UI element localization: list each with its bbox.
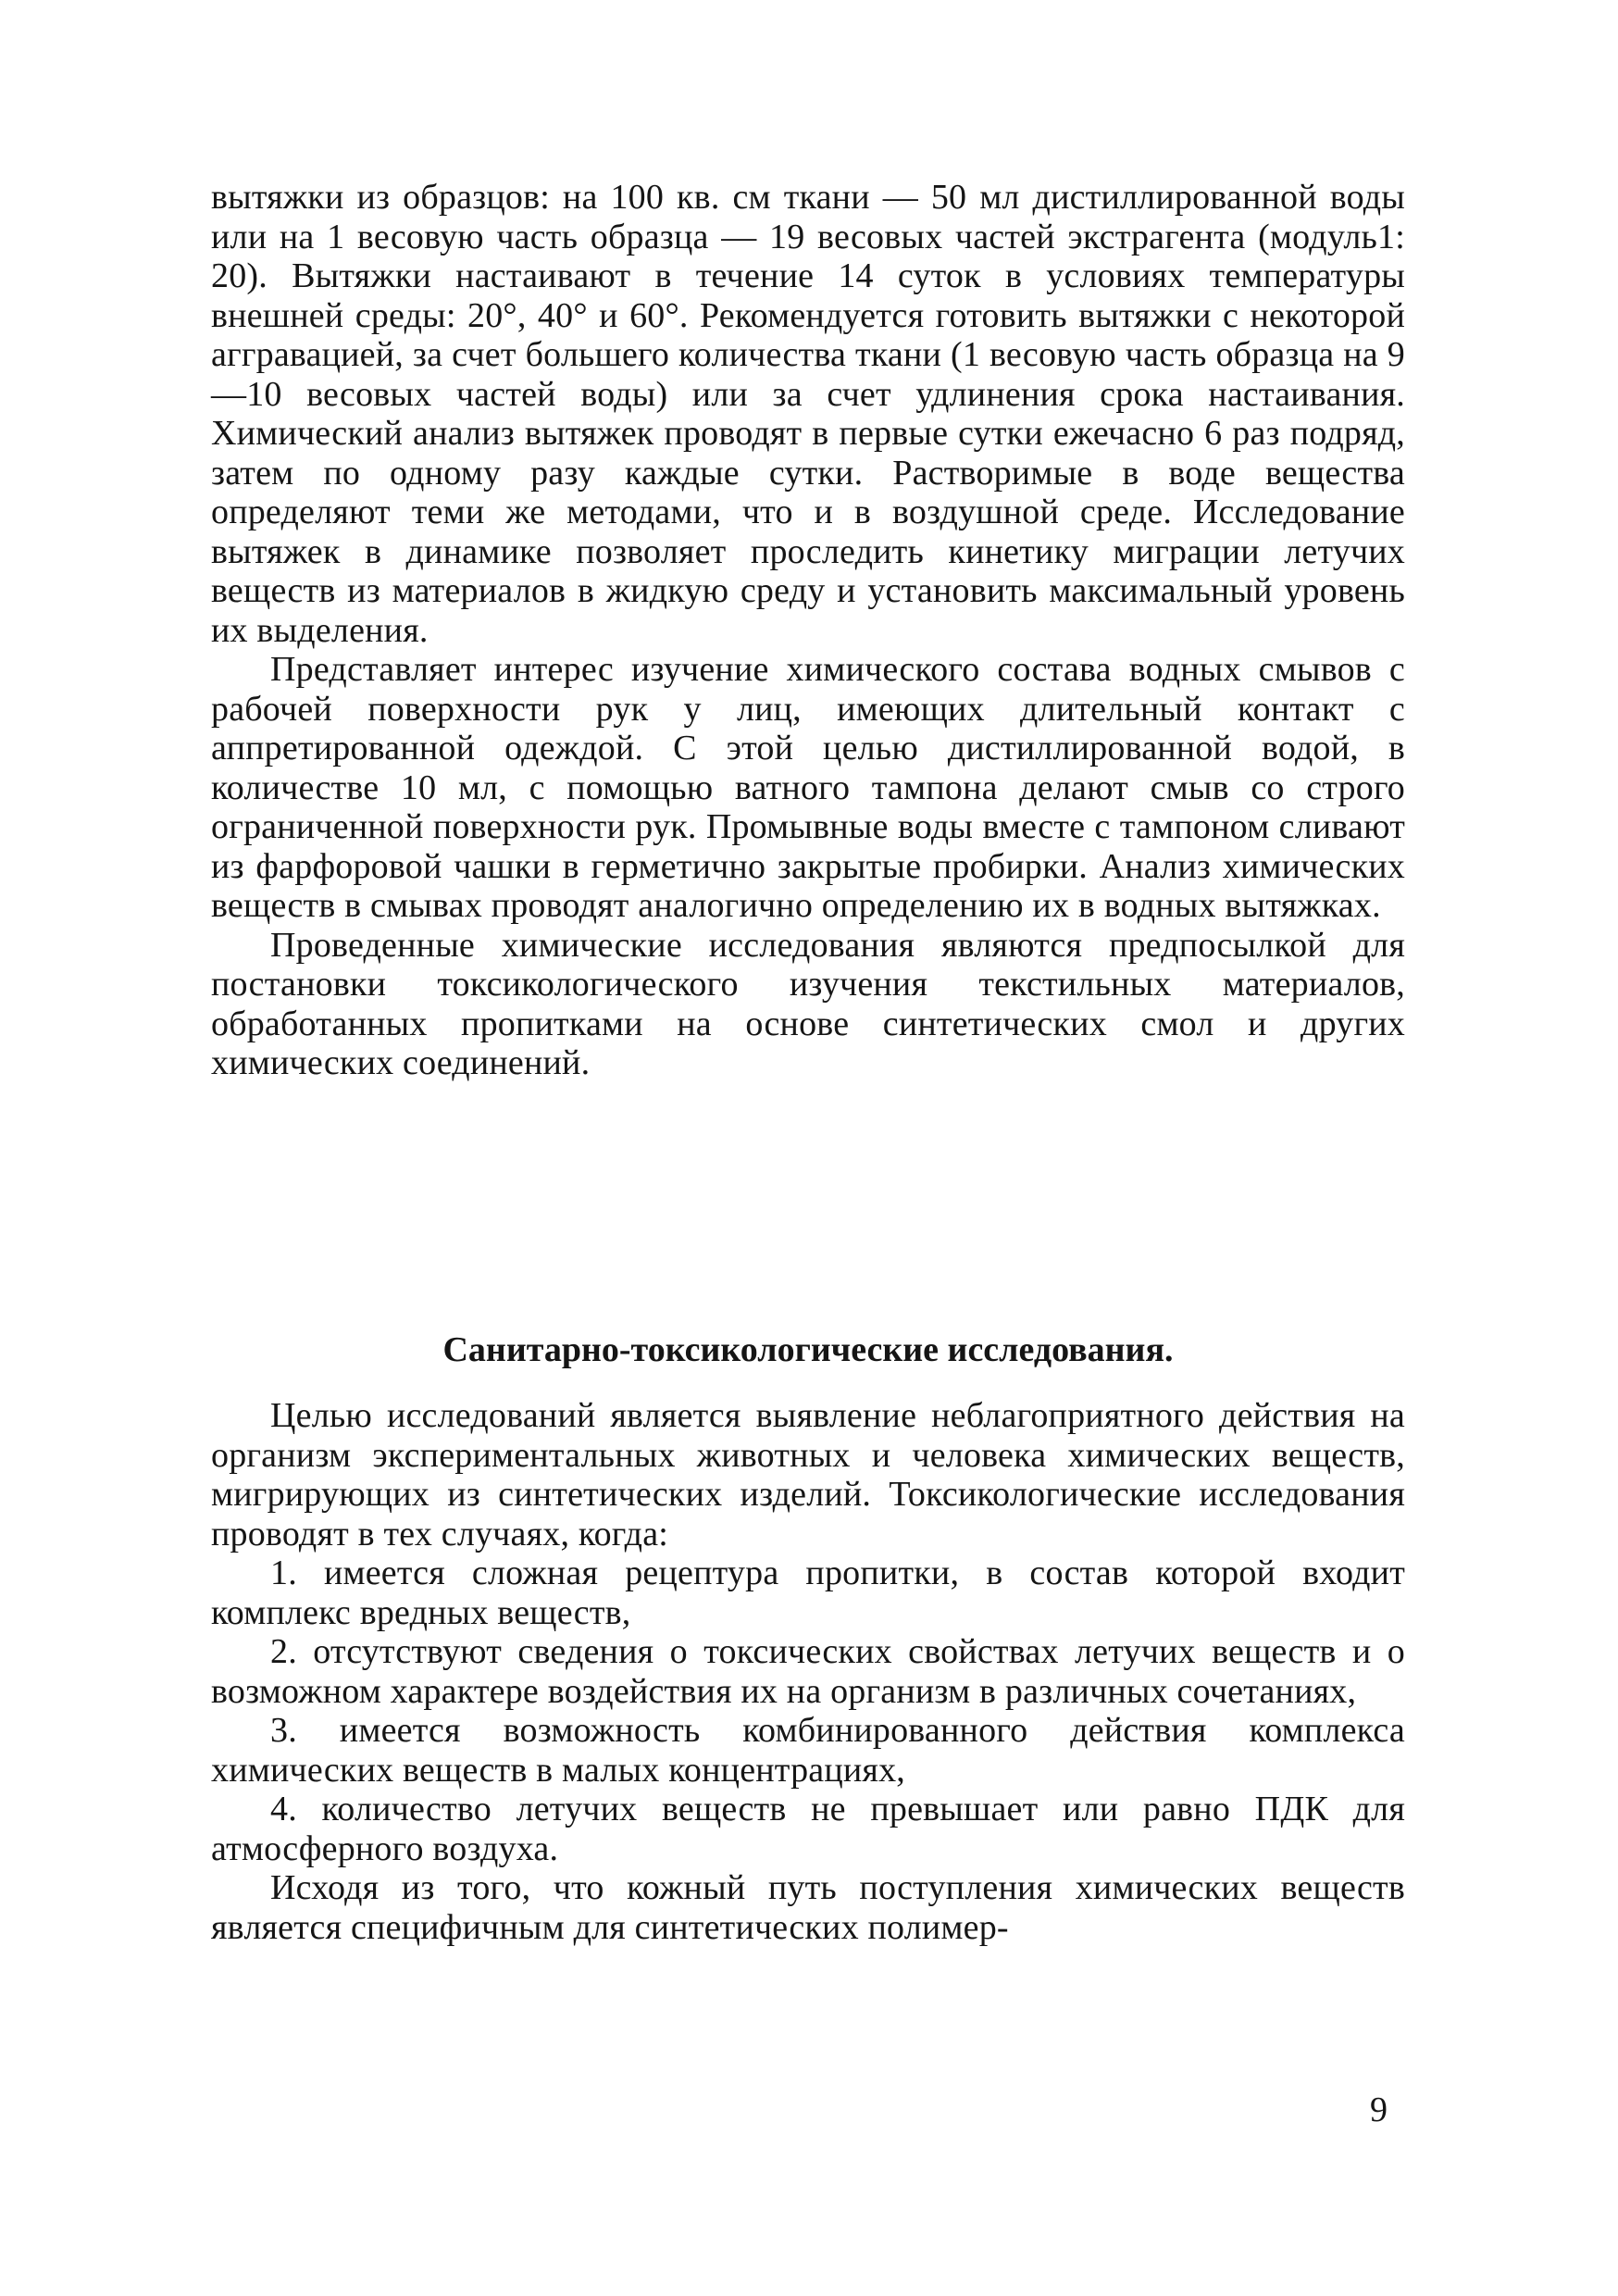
section-heading: Санитарно-токсикологические исследования. xyxy=(442,1330,1174,1369)
list-item: 3. имеется возможность комбинированного действия комплекса химических веществ в малых концентрациях, xyxy=(211,1711,1405,1790)
body-text xyxy=(211,178,1405,1083)
paragraph-chemical-studies: Проведенные химические исследования являются предпосылкой для постановки токсикологического изучения текстильных материалов, обработанных пропитками на основе синтетических смол и других химических соединений. xyxy=(211,925,1405,1082)
list-item: 4. количество летучих веществ не превышает или равно ПДК для атмосферного воздуха. xyxy=(211,1790,1405,1868)
list-item: 1. имеется сложная рецептура пропитки, в состав которой входит комплекс вредных веществ, xyxy=(211,1554,1405,1632)
paragraph-hand-washes: Представляет интерес изучение химического состава водных смывов с рабочей поверхности рук у лиц, имеющих длительный контакт с аппретированной одеждой. С этой целью дистиллированной водой, в количестве 10 мл, с помощью ватного тампона делают смыв со строго ограниченной поверхности рук. Промывные воды вместе с тампоном сливают из фарфоровой чашки в герметично закрытые пробирки. Анализ химических веществ в смывах проводят аналогично определению их в водных вытяжках. xyxy=(211,650,1405,925)
list-item: 2. отсутствуют сведения о токсических свойствах летучих веществ и о возможном характере воздействия их на организм в различных сочетаниях, xyxy=(211,1632,1405,1711)
closing-paragraph: Исходя из того, что кожный путь поступления химических веществ является специфичным для синтетических полимер- xyxy=(211,1868,1405,1947)
page-number: 9 xyxy=(1370,2090,1388,2129)
section-toxicology xyxy=(211,1396,1405,1947)
section-intro: Целью исследований является выявление неблагоприятного действия на организм экспериментальных животных и человека химических веществ, мигрирующих из синтетических изделий. Токсикологические исследования проводят в тех случаях, когда: xyxy=(211,1396,1405,1554)
paragraph-extracts: вытяжки из образцов: на 100 кв. см ткани — 50 мл дистиллированной воды или на 1 весовую часть образца — 19 весовых частей экстрагента (модуль1: 20). Вытяжки настаивают в течение 14 суток в условиях температуры внешней среды: 20°, 40° и 60°. Рекомендуется готовить вытяжки с некоторой аггравацией, за счет большего количества ткани (1 весовую часть образца на 9—10 весовых частей воды) или за счет удлинения срока настаивания. Химический анализ вытяжек проводят в первые сутки ежечасно 6 раз подряд, затем по одному разу каждые сутки. Растворимые в воде вещества определяют теми же методами, что и в воздушной среде. Исследование вытяжек в динамике позволяет проследить кинетику миграции летучих веществ из материалов в жидкую среду и установить максимальный уровень их выделения. xyxy=(211,178,1405,650)
